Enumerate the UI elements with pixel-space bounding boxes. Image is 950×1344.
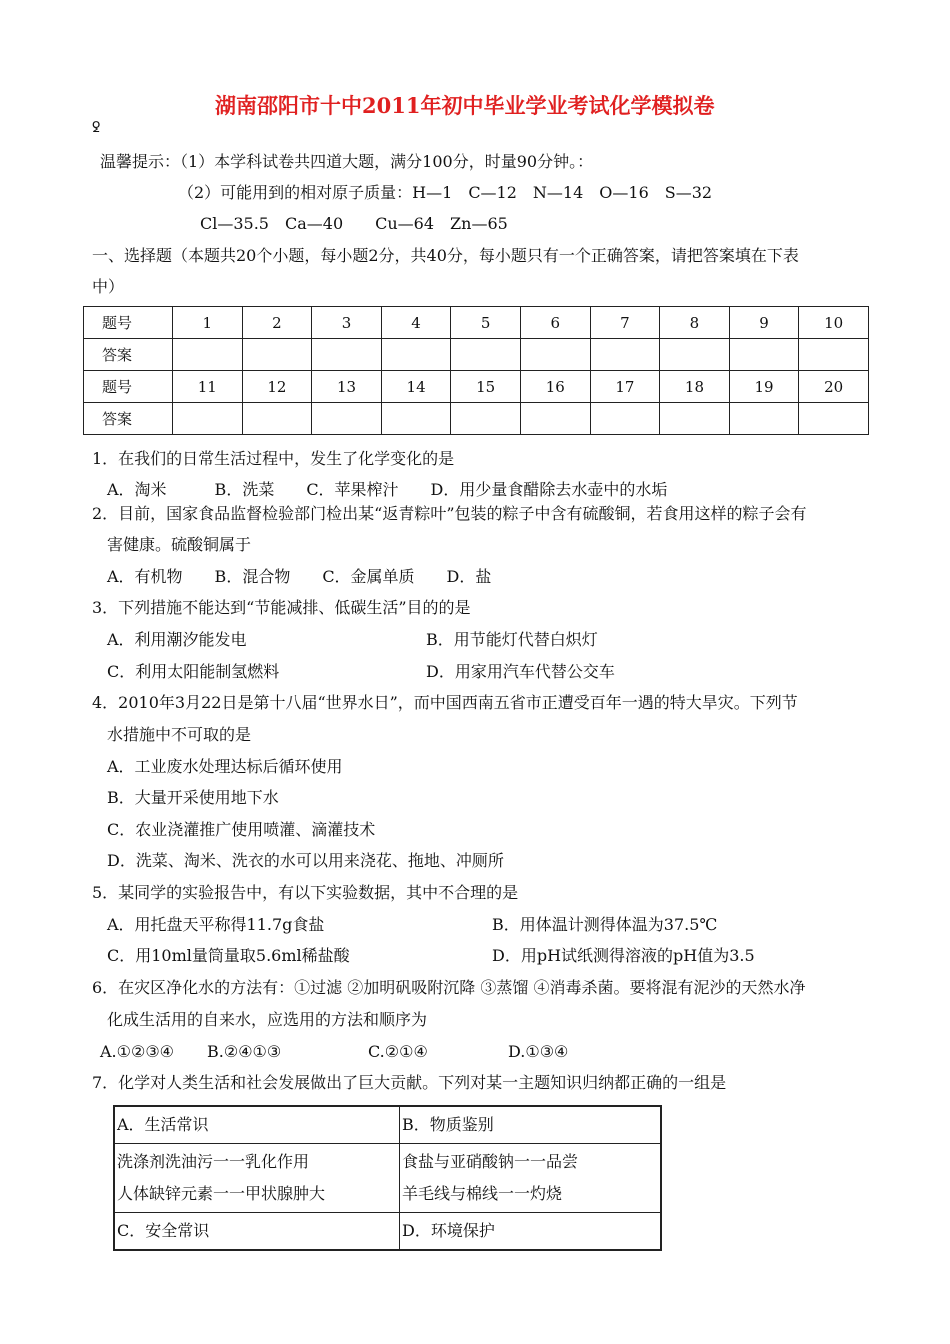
label-answer: 答案 <box>84 403 173 435</box>
answer-cell[interactable] <box>660 403 730 435</box>
answer-cell[interactable] <box>520 339 590 371</box>
question-number-cell: 7 <box>590 307 660 339</box>
option-b-content <box>400 1144 662 1213</box>
answer-cell[interactable] <box>312 403 382 435</box>
answer-cell[interactable] <box>729 339 799 371</box>
question-number-cell: 20 <box>799 371 869 403</box>
page-title: 湖南邵阳市十中2011年初中毕业学业考试化学模拟卷 <box>215 93 715 118</box>
q4-stem-line-2: 水措施中不可取的是 <box>107 725 252 744</box>
knowledge-table-head-row-1 <box>114 1106 661 1144</box>
decorative-mark: ꝿ <box>92 120 101 136</box>
q5-option-a: A．用托盘天平称得11.7g食盐 <box>107 915 325 934</box>
answer-table-row-answers-2 <box>84 403 869 435</box>
q2-options: A．有机物 B．混合物 C．金属单质 D．盐 <box>107 567 492 586</box>
q3-option-b: B．用节能灯代替白炽灯 <box>426 630 598 649</box>
option-c-heading: C．安全常识 <box>114 1213 400 1251</box>
option-a-content <box>114 1144 400 1213</box>
section-heading-line-1: 一、选择题（本题共20个小题，每小题2分，共40分，每小题只有一个正确答案，请把答案填在下表 <box>92 246 799 265</box>
section-heading-line-2: 中） <box>92 277 125 296</box>
question-number-cell: 16 <box>520 371 590 403</box>
option-a-item-2: 人体缺锌元素一一甲状腺肿大 <box>117 1184 326 1203</box>
answer-cell[interactable] <box>520 403 590 435</box>
q2-stem-line-2: 害健康。硫酸铜属于 <box>107 535 252 554</box>
option-a-item-1: 洗涤剂洗油污一一乳化作用 <box>117 1152 310 1171</box>
question-number-cell: 3 <box>312 307 382 339</box>
answer-cell[interactable] <box>242 403 312 435</box>
question-number-cell: 18 <box>660 371 730 403</box>
question-number-cell: 14 <box>381 371 451 403</box>
q5-stem: 5．某同学的实验报告中，有以下实验数据，其中不合理的是 <box>92 883 519 902</box>
q6-option-a: A.①②③④ <box>100 1042 175 1061</box>
q1-stem: 1．在我们的日常生活过程中，发生了化学变化的是 <box>92 449 455 468</box>
answer-cell[interactable] <box>451 403 521 435</box>
q5-option-b: B．用体温计测得体温为37.5℃ <box>492 915 718 934</box>
answer-table-row-answers-1 <box>84 339 869 371</box>
knowledge-table-head-row-2 <box>114 1213 661 1251</box>
q3-option-c: C．利用太阳能制氢燃料 <box>107 662 280 681</box>
option-b-item-1: 食盐与亚硝酸钠一一品尝 <box>402 1152 579 1171</box>
answer-cell[interactable] <box>590 403 660 435</box>
answer-table-row-numbers-2 <box>84 371 869 403</box>
q4-option-b: B．大量开采使用地下水 <box>107 788 279 807</box>
q7-stem: 7．化学对人类生活和社会发展做出了巨大贡献。下列对某一主题知识归纳都正确的一组是 <box>92 1073 727 1092</box>
answer-table <box>83 306 869 435</box>
label-answer: 答案 <box>84 339 173 371</box>
answer-cell[interactable] <box>381 339 451 371</box>
q4-stem-line-1: 4．2010年3月22日是第十八届“世界水日”，而中国西南五省市正遭受百年一遇的特大旱灾。下列节 <box>92 693 798 712</box>
tips-line-3: Cl—35.5 Ca—40 Cu—64 Zn—65 <box>200 214 508 233</box>
q1-options: A．淘米 B．洗菜 C．苹果榨汁 D．用少量食醋除去水壶中的水垢 <box>107 480 668 499</box>
answer-cell[interactable] <box>451 339 521 371</box>
answer-table-row-numbers-1 <box>84 307 869 339</box>
knowledge-table-content-row-1 <box>114 1144 661 1213</box>
answer-cell[interactable] <box>729 403 799 435</box>
option-d-heading: D．环境保护 <box>400 1213 662 1251</box>
option-b-heading: B．物质鉴别 <box>400 1106 662 1144</box>
question-number-cell: 12 <box>242 371 312 403</box>
option-a-heading: A．生活常识 <box>114 1106 400 1144</box>
question-number-cell: 1 <box>173 307 243 339</box>
knowledge-table <box>113 1105 662 1251</box>
question-number-cell: 6 <box>520 307 590 339</box>
question-number-cell: 5 <box>451 307 521 339</box>
label-question-number: 题号 <box>84 371 173 403</box>
answer-cell[interactable] <box>660 339 730 371</box>
option-b-item-2: 羊毛线与棉线一一灼烧 <box>402 1184 563 1203</box>
q5-option-d: D．用pH试纸测得溶液的pH值为3.5 <box>492 946 755 965</box>
question-number-cell: 19 <box>729 371 799 403</box>
question-number-cell: 13 <box>312 371 382 403</box>
q4-option-a: A．工业废水处理达标后循环使用 <box>107 757 343 776</box>
answer-cell[interactable] <box>173 403 243 435</box>
q6-stem-line-1: 6．在灾区净化水的方法有：①过滤 ②加明矾吸附沉降 ③蒸馏 ④消毒杀菌。要将混有泥沙的天然水净 <box>92 978 806 997</box>
question-number-cell: 15 <box>451 371 521 403</box>
question-number-cell: 17 <box>590 371 660 403</box>
question-number-cell: 2 <box>242 307 312 339</box>
tips-line-1: 温馨提示：（1）本学科试卷共四道大题，满分100分，时量90分钟。： <box>100 152 594 171</box>
q2-stem-line-1: 2．目前，国家食品监督检验部门检出某“返青粽叶”包装的粽子中含有硫酸铜，若食用这样的粽子会有 <box>92 504 807 523</box>
answer-cell[interactable] <box>590 339 660 371</box>
question-number-cell: 8 <box>660 307 730 339</box>
question-number-cell: 4 <box>381 307 451 339</box>
answer-cell[interactable] <box>799 403 869 435</box>
answer-cell[interactable] <box>381 403 451 435</box>
answer-cell[interactable] <box>173 339 243 371</box>
answer-cell[interactable] <box>242 339 312 371</box>
q3-option-d: D．用家用汽车代替公交车 <box>426 662 615 681</box>
q3-stem: 3．下列措施不能达到“节能减排、低碳生活”目的的是 <box>92 598 471 617</box>
label-question-number: 题号 <box>84 307 173 339</box>
q6-option-c: C.②①④ <box>368 1042 428 1061</box>
q3-option-a: A．利用潮汐能发电 <box>107 630 247 649</box>
tips-line-2: （2）可能用到的相对原子质量：H—1 C—12 N—14 O—16 S—32 <box>178 183 713 202</box>
q6-option-d: D.①③④ <box>508 1042 569 1061</box>
q4-option-c: C．农业浇灌推广使用喷灌、滴灌技术 <box>107 820 376 839</box>
q5-option-c: C．用10ml量筒量取5.6ml稀盐酸 <box>107 946 350 965</box>
q6-stem-line-2: 化成生活用的自来水，应选用的方法和顺序为 <box>107 1010 428 1029</box>
answer-cell[interactable] <box>312 339 382 371</box>
question-number-cell: 10 <box>799 307 869 339</box>
question-number-cell: 9 <box>729 307 799 339</box>
question-number-cell: 11 <box>173 371 243 403</box>
q6-option-b: B.②④①③ <box>207 1042 282 1061</box>
q4-option-d: D．洗菜、淘米、洗衣的水可以用来浇花、拖地、冲厕所 <box>107 851 504 870</box>
answer-cell[interactable] <box>799 339 869 371</box>
